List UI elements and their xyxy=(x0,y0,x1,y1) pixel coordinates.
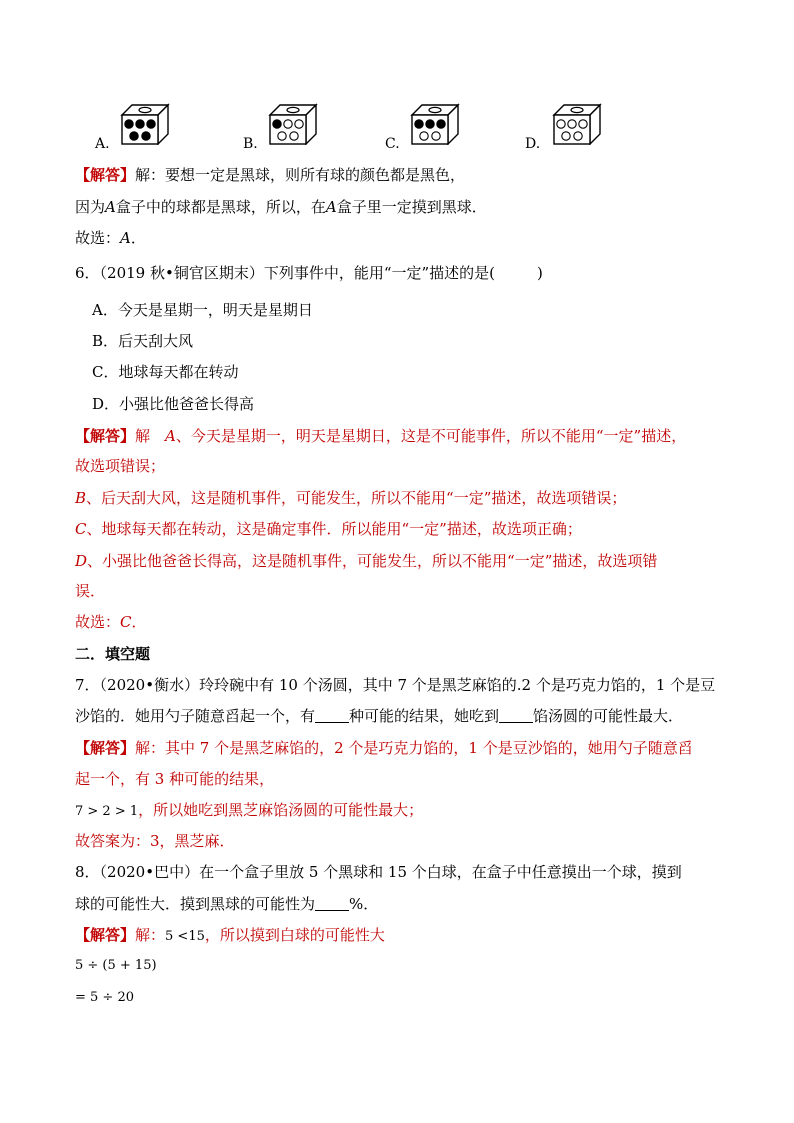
answer-text: 因为 xyxy=(75,198,106,216)
q7-answer-line-3 xyxy=(75,800,423,822)
fill-blank[interactable] xyxy=(315,708,349,723)
math-var: B xyxy=(75,489,87,507)
math-expression: 5 <15 xyxy=(165,929,205,944)
q6-answer-line-1 xyxy=(75,426,686,446)
answer-tag: 【解答】 xyxy=(75,427,136,445)
q6-answer-d xyxy=(75,551,657,571)
answer-text: 解：要想一定是黑球，则所有球的颜色都是黑色， xyxy=(135,166,466,184)
answer-text: 、地球每天都在转动，这是确定事件．所以能用“一定”描述，故选项正确； xyxy=(86,520,582,538)
black-ball xyxy=(147,120,155,128)
math-var: C xyxy=(120,613,132,631)
q7-line-1: 7．（2020•衡水）玲玲碗中有 10 个汤圆，其中 7 个是黑芝麻馅的.2 个是巧克力馅的，1 个是豆 xyxy=(75,676,716,694)
q7-line-2 xyxy=(75,706,683,726)
question-text: 馅汤圆的可能性最大． xyxy=(533,707,684,725)
q6-stem xyxy=(75,263,543,283)
fill-blank[interactable] xyxy=(315,896,349,911)
answer-text: ，所以摸到白球的可能性大 xyxy=(204,926,385,944)
black-ball xyxy=(426,120,434,128)
black-ball xyxy=(415,120,423,128)
answer-text: 、今天是星期一，明天是星期日，这是不可能事件，所以不能用“一定”描述， xyxy=(175,427,687,445)
answer-text: 解：其中 7 个是黑芝麻馅的，2 个是巧克力馅的，1 个是豆沙馅的，她用勺子随意舀 xyxy=(135,739,693,757)
die-top-hole xyxy=(429,107,441,112)
black-ball xyxy=(273,120,281,128)
question-text: 种可能的结果，她吃到 xyxy=(349,707,500,725)
fill-blank[interactable] xyxy=(499,708,533,723)
option-d-label: D. xyxy=(525,136,541,152)
option-a-label: A. xyxy=(95,136,110,152)
answer-text: ． xyxy=(131,613,147,631)
black-ball xyxy=(437,120,445,128)
answer-text: 解 xyxy=(135,427,166,445)
answer-text: 、小强比他爸爸长得高，这是随机事件，可能发生，所以不能用“一定”描述，故选项错 xyxy=(87,552,658,570)
q6-option-b: B．后天刮大风 xyxy=(92,332,194,350)
q7-answer-line-2: 起一个，有 3 种可能的结果， xyxy=(75,770,275,788)
black-ball xyxy=(142,132,150,140)
q5-answer-line-3 xyxy=(75,228,146,248)
white-ball xyxy=(568,120,576,128)
answer-tag: 【解答】 xyxy=(75,166,136,184)
answer-text: ，所以她吃到黑芝麻馅汤圆的可能性最大； xyxy=(138,801,424,819)
answer-tag: 【解答】 xyxy=(75,926,136,944)
answer-text: 解： xyxy=(135,926,166,944)
die-a-icon xyxy=(120,101,170,145)
q6-answer-final xyxy=(75,612,147,632)
white-ball xyxy=(420,132,428,140)
q7-answer-line-4: 故答案为：3，黑芝麻． xyxy=(75,832,235,850)
q6-option-a: A．今天是星期一，明天是星期日 xyxy=(92,301,313,319)
white-ball xyxy=(432,132,440,140)
answer-text: 故选： xyxy=(75,229,121,247)
black-ball xyxy=(130,132,138,140)
white-ball xyxy=(290,132,298,140)
question-text: %． xyxy=(349,895,379,913)
die-b-icon xyxy=(268,101,318,145)
white-ball xyxy=(562,132,570,140)
die-top-hole xyxy=(139,107,151,112)
answer-text: ． xyxy=(130,229,146,247)
math-var: C xyxy=(75,520,87,538)
q6-answer-d-cont: 误． xyxy=(75,582,106,600)
answer-text: 、后天刮大风，这是随机事件，可能发生，所以不能用“一定”描述，故选项错误； xyxy=(86,489,627,507)
die-top-hole xyxy=(571,107,583,112)
answer-text: 盒子里一定摸到黑球． xyxy=(336,198,487,216)
answer-text: 故选： xyxy=(75,613,121,631)
q6-option-c: C．地球每天都在转动 xyxy=(92,363,239,381)
q8-line-1: 8．（2020•巴中）在一个盒子里放 5 个黑球和 15 个白球，在盒子中任意摸出一个球，摸到 xyxy=(75,863,682,881)
option-c-label: C. xyxy=(385,136,400,152)
math-var: A xyxy=(105,198,116,216)
q8-calc-line-2: = 5 ÷ 20 xyxy=(75,990,134,1005)
die-d-icon xyxy=(552,101,602,145)
black-ball xyxy=(136,120,144,128)
section-title: 二．填空题 xyxy=(75,645,151,663)
math-var: D xyxy=(75,552,88,570)
q6-answer-line-2: 故选项错误； xyxy=(75,457,166,475)
answer-tag: 【解答】 xyxy=(75,739,136,757)
q8-line-2 xyxy=(75,894,378,914)
question-text: 6．（2019 秋•铜官区期末）下列事件中，能用“一定”描述的是( xyxy=(75,264,496,282)
q8-calc-line-1: 5 ÷ (5 + 15) xyxy=(75,958,157,973)
math-expression: 7 > 2 > 1 xyxy=(75,804,139,819)
q6-answer-c xyxy=(75,519,582,539)
black-ball xyxy=(125,120,133,128)
white-ball xyxy=(284,120,292,128)
white-ball xyxy=(574,132,582,140)
option-b-label: B. xyxy=(243,136,258,152)
die-c-icon xyxy=(410,101,460,145)
die-top-hole xyxy=(287,107,299,112)
math-var: A xyxy=(325,198,337,216)
white-ball xyxy=(579,120,587,128)
question-text: 沙馅的．她用勺子随意舀起一个，有 xyxy=(75,707,316,725)
answer-text: 盒子中的球都是黑球，所以，在 xyxy=(115,198,326,216)
question-text: ) xyxy=(537,264,543,282)
white-ball xyxy=(278,132,286,140)
q6-option-d: D．小强比他爸爸长得高 xyxy=(92,395,255,413)
white-ball xyxy=(557,120,565,128)
q8-answer-line-1 xyxy=(75,925,385,947)
q5-answer-line-2 xyxy=(75,197,487,217)
q6-answer-b xyxy=(75,488,626,508)
q5-answer-line-1 xyxy=(75,165,465,185)
math-var: A xyxy=(120,229,131,247)
q7-answer-line-1 xyxy=(75,738,693,758)
question-text: 球的可能性大．摸到黑球的可能性为 xyxy=(75,895,316,913)
math-var: A xyxy=(165,427,176,445)
white-ball xyxy=(295,120,303,128)
